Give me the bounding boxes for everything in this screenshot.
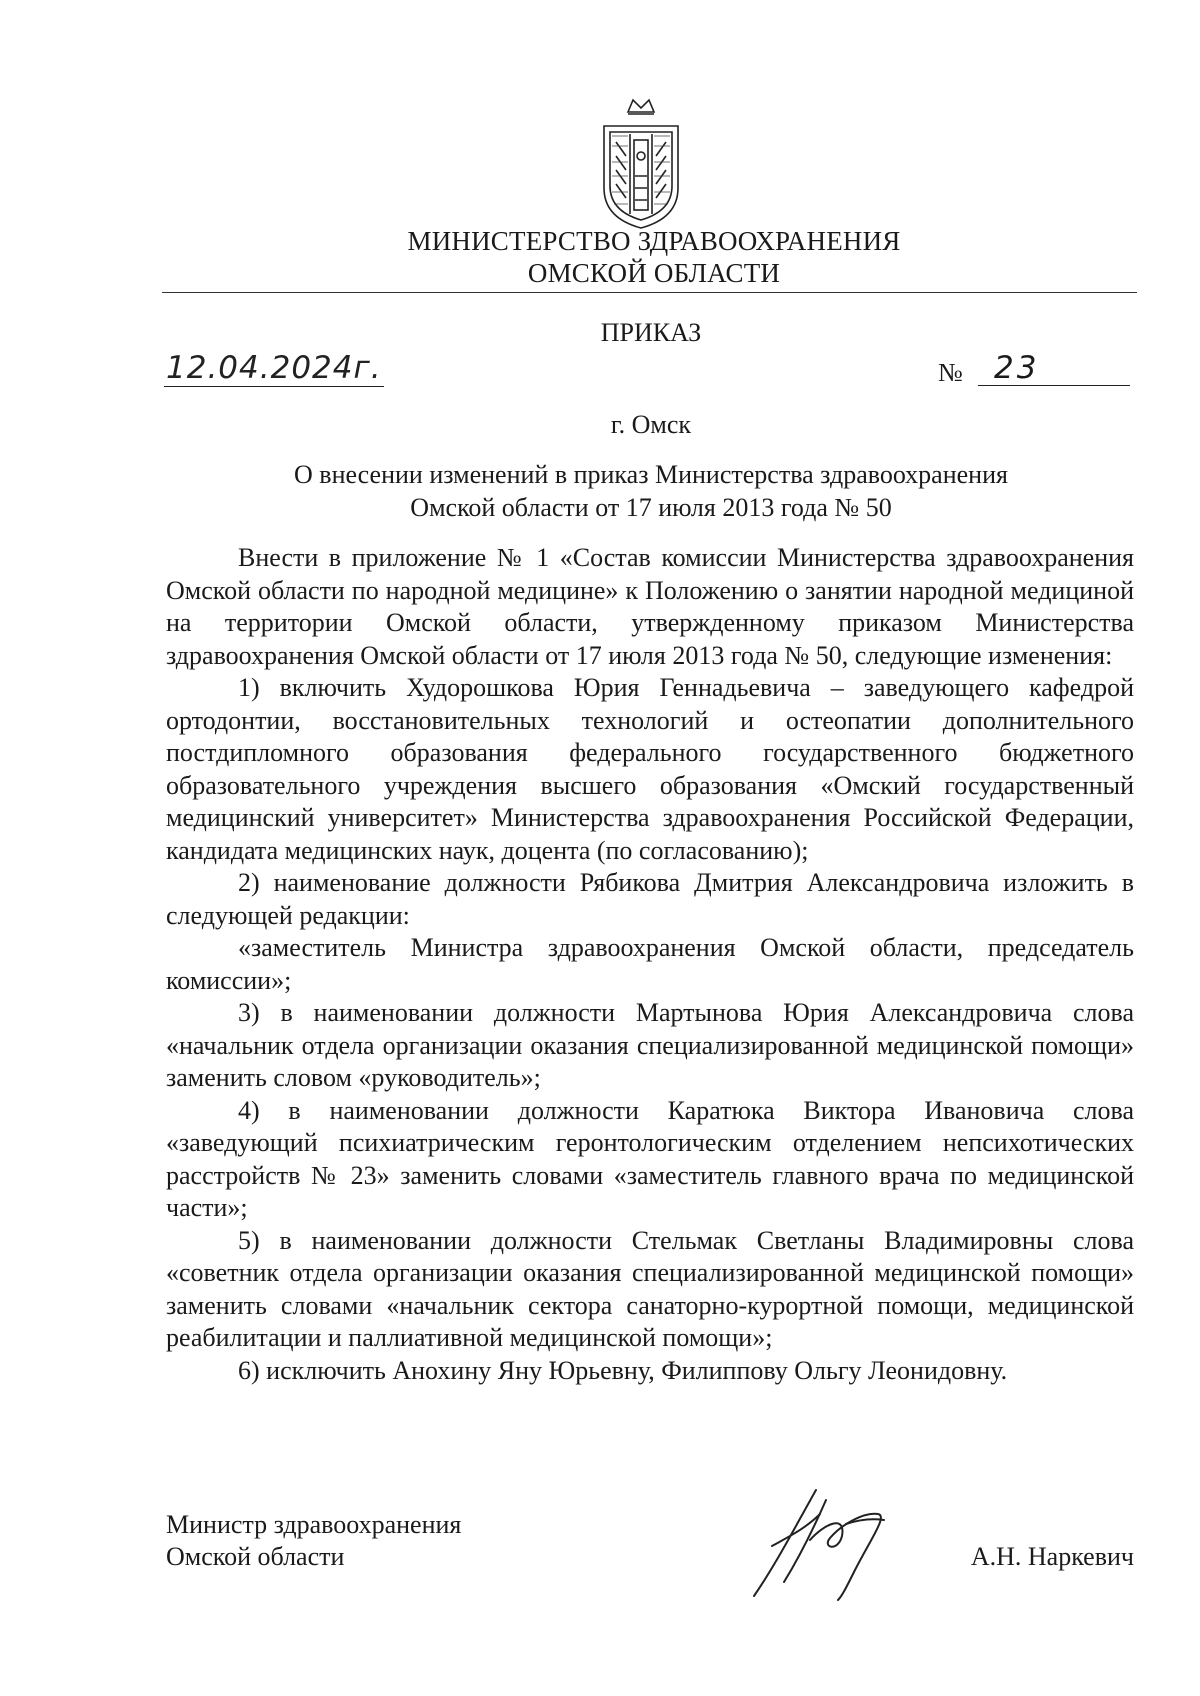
body-paragraph-item-3: 3) в наименовании должности Мартынова Юрия Александровича слова «начальник отдела организации оказания специализированной медицинской помощи» заменить словом «руководитель»; [166,998,1134,1092]
order-subject [0,458,1200,524]
header-divider [162,292,1137,293]
signatory-position-line1: Министр здравоохранения [166,1510,462,1539]
order-number-label: № [938,358,963,387]
order-date: 12.04.2024г. [166,350,382,386]
body-paragraph-item-1: 1) включить Худорошкова Юрия Геннадьевича – заведующего кафедрой ортодонтии, восстановительных технологий и остеопатии дополнительного постдипломного образования федерального государственного бюджетного образовательного учреждения высшего образования «Омский государственный медицинский университет» Министерства здравоохранения Российской Федерации, кандидата медицинских наук, доцента (по согласованию); [166,673,1134,865]
signatory-position [166,1509,461,1573]
order-subject-line2: Омской области от 17 июля 2013 года № 50 [410,493,892,522]
signatory-name: А.Н. Наркевич [970,1542,1134,1571]
body-paragraph-item-4: 4) в наименовании должности Каратюка Виктора Ивановича слова «заведующий психиатрическим геронтологическим отделением непсихотических расстройств № 23» заменить словами «заместитель главного врача по медицинской части»; [166,1095,1134,1222]
order-body [166,542,1134,1387]
organization-name-line2: ОМСКОЙ ОБЛАСТИ [527,258,781,288]
coat-of-arms-icon [600,96,682,231]
handwritten-signature [746,1484,896,1602]
body-paragraph-item-5: 5) в наименовании должности Стельмак Светланы Владимировны слова «советник отдела организации оказания специализированной медицинской помощи» заменить словами «начальник сектора санаторно-курортной помощи, медицинской реабилитации и паллиативной медицинской помощи»; [166,1225,1134,1352]
body-paragraph-item-2-quote: «заместитель Министра здравоохранения Омской области, председатель комиссии»; [166,933,1134,995]
document-type: ПРИКАЗ [600,318,702,347]
signatory-position-line2: Омской области [166,1542,345,1571]
body-paragraph-item-6: 6) исключить Анохину Яну Юрьевну, Филиппову Ольгу Леонидовну. [238,1355,1008,1385]
order-subject-line1: О внесении изменений в приказ Министерства здравоохранения [294,460,1008,489]
city: г. Омск [610,410,692,439]
body-paragraph-intro: Внести в приложение № 1 «Состав комиссии Министерства здравоохранения Омской области по народной медицине» к Положению о занятии народной медициной на территории Омской области, утвержденному приказом Министерства здравоохранения Омской области от 17 июля 2013 года № 50, следующие изменения: [166,543,1134,670]
body-paragraph-item-2: 2) наименование должности Рябикова Дмитрия Александровича изложить в следующей редакции: [166,868,1134,930]
order-number: 23 [978,352,1130,386]
organization-name-line1: МИНИСТЕРСТВО ЗДРАВООХРАНЕНИЯ [407,226,901,256]
